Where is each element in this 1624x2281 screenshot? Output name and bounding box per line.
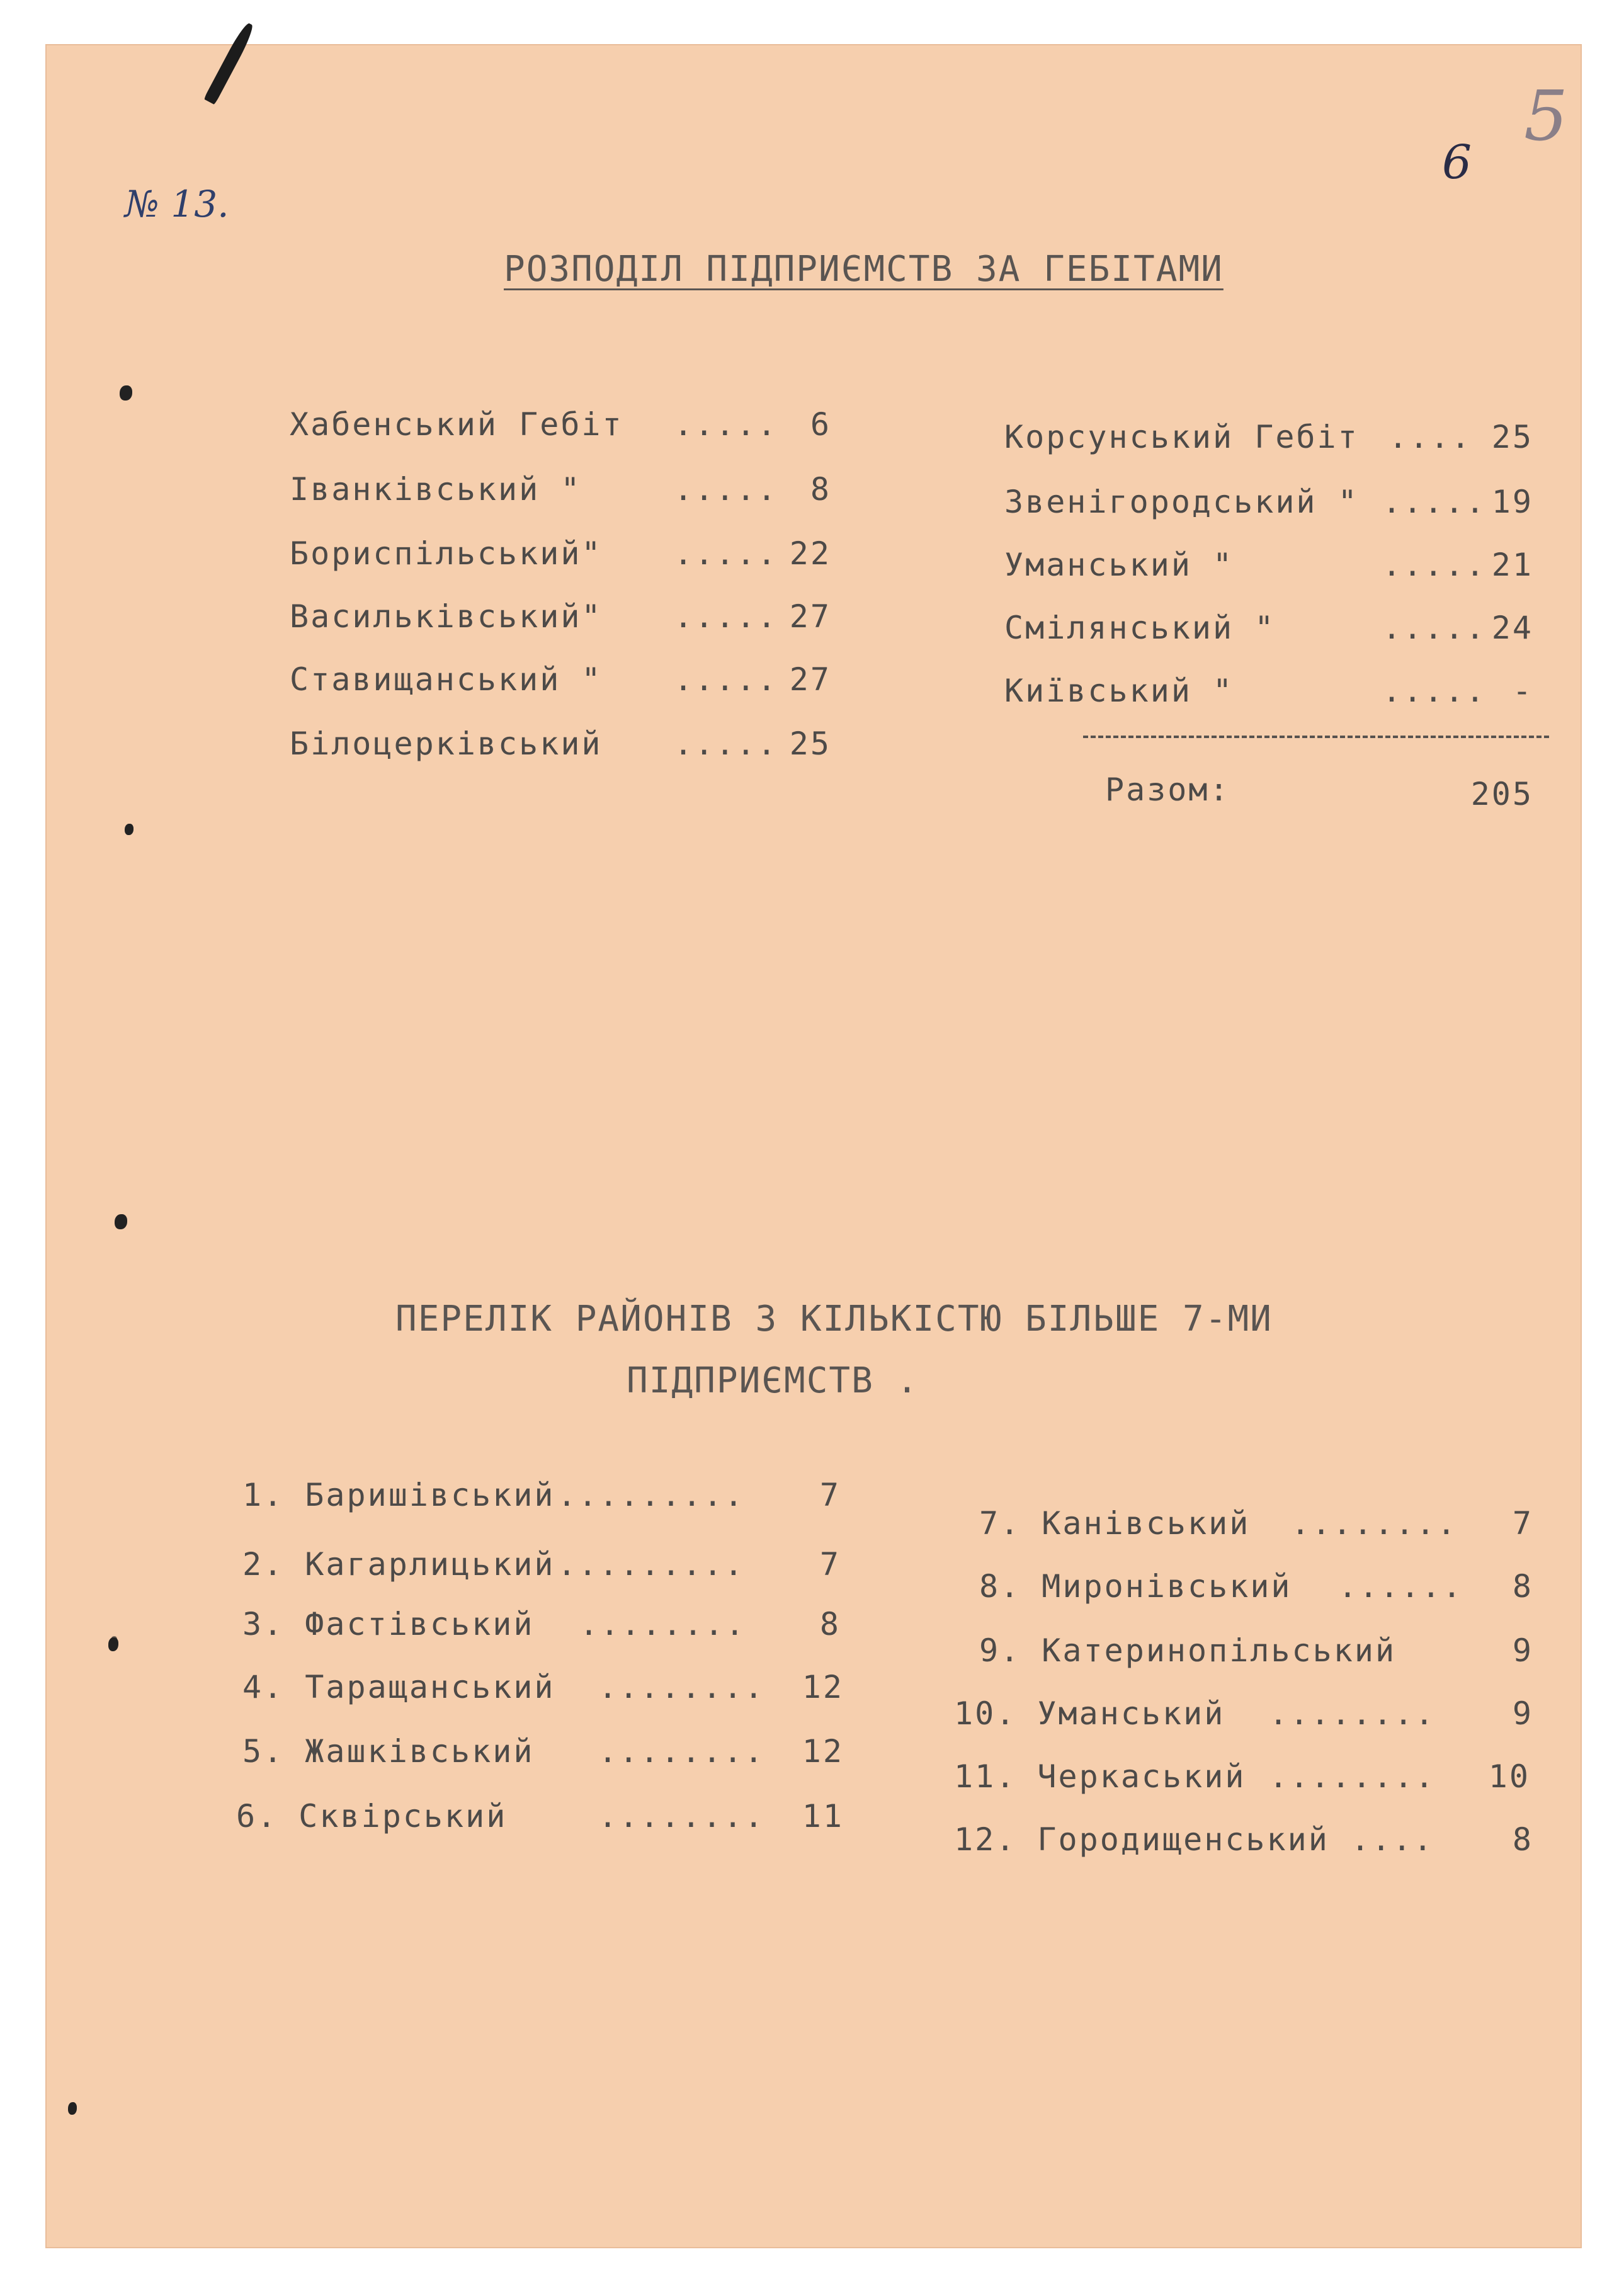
item-value: 27 [789,661,831,698]
item-name: Смілянський " [1004,610,1276,646]
item-value: 7 [819,1546,841,1583]
document-number: № 13. [125,183,229,225]
item-value: 11 [802,1798,844,1834]
item-leader: ..... [674,535,778,572]
item-value: 22 [789,535,831,572]
item-name: 10. Уманський [954,1695,1225,1732]
item-name: Ставищанський " [290,661,603,698]
item-leader: ..... [1382,673,1487,709]
item-leader: ..... [1382,484,1487,520]
section-title-districts-line2: ПІДПРИЄМСТВ . [627,1360,919,1401]
item-name: 1. Баришівський [242,1477,555,1513]
item-value: 8 [1512,1568,1533,1605]
item-leader: .... [1351,1821,1434,1858]
item-leader: ......... [557,1546,745,1583]
item-leader: ..... [674,406,778,443]
item-value: - [1512,673,1533,709]
item-value: 12 [802,1733,844,1770]
total-divider [1083,736,1549,738]
page-number-pencil: 5 [1524,76,1568,156]
item-value: 8 [1512,1821,1533,1858]
item-leader: .... [1388,419,1472,455]
item-name: Хабенський Гебіт [290,406,623,443]
item-value: 8 [819,1606,841,1642]
item-name: 4. Таращанський [242,1669,555,1705]
item-name: 12. Городищенський [954,1821,1329,1858]
item-name: 6. Сквірський [236,1798,508,1834]
item-name: 2. Кагарлицький [242,1546,555,1583]
item-value: 10 [1488,1758,1530,1795]
item-leader: ........ [579,1606,746,1642]
page-number-ink: 6 [1442,135,1472,190]
item-leader: ..... [674,598,778,635]
item-value: 7 [1512,1505,1533,1542]
item-name: 9. Катеринопільський [979,1632,1397,1669]
item-name: Київський " [1004,673,1234,709]
item-name: Корсунський Гебіт [1004,419,1359,455]
item-leader: ..... [1382,547,1487,583]
total-label: Разом: [1105,771,1230,808]
item-value: 6 [810,406,831,443]
section-title-distribution: РОЗПОДІЛ ПІДПРИЄМСТВ ЗА ГЕБІТАМИ [504,249,1224,290]
item-name: Білоцерківський [290,725,603,762]
item-leader: ......... [557,1477,745,1513]
item-name: 8. Миронівський [979,1568,1292,1605]
item-name: 11. Черкаський [954,1758,1246,1795]
item-leader: ...... [1338,1568,1463,1605]
item-name: Іванківський " [290,471,582,508]
item-value: 24 [1491,610,1533,646]
item-leader: ........ [1269,1758,1436,1795]
item-value: 7 [819,1477,841,1513]
item-value: 19 [1491,484,1533,520]
item-leader: ........ [1291,1505,1458,1542]
punch-hole [115,1214,127,1229]
punch-hole [120,385,132,401]
item-leader: ..... [674,471,778,508]
item-leader: ........ [1269,1695,1436,1732]
item-value: 27 [789,598,831,635]
item-value: 12 [802,1669,844,1705]
item-value: 9 [1512,1632,1533,1669]
item-leader: ........ [598,1733,765,1770]
item-leader: ........ [598,1669,765,1705]
item-name: Бориспільський" [290,535,603,572]
item-name: Звенігородський " [1004,484,1359,520]
item-name: 3. Фастівський [242,1606,535,1642]
section-title-districts-line1: ПЕРЕЛІК РАЙОНІВ З КІЛЬКІСТЮ БІЛЬШЕ 7-МИ [395,1299,1273,1340]
item-leader: ..... [674,661,778,698]
item-value: 25 [1491,419,1533,455]
item-leader: ..... [674,725,778,762]
item-leader: ..... [1382,610,1487,646]
punch-hole [68,2102,77,2115]
item-name: 5. Жашківський [242,1733,535,1770]
punch-hole [125,824,133,835]
item-name: Уманський " [1004,547,1234,583]
item-name: Васильківський" [290,598,603,635]
item-value: 8 [810,471,831,508]
item-value: 9 [1512,1695,1533,1732]
item-value: 21 [1491,547,1533,583]
item-value: 25 [789,725,831,762]
total-value: 205 [1470,776,1533,812]
punch-hole [111,1636,117,1644]
document-page [45,44,1582,2248]
item-name: 7. Канівський [979,1505,1251,1542]
item-leader: ........ [598,1798,765,1834]
